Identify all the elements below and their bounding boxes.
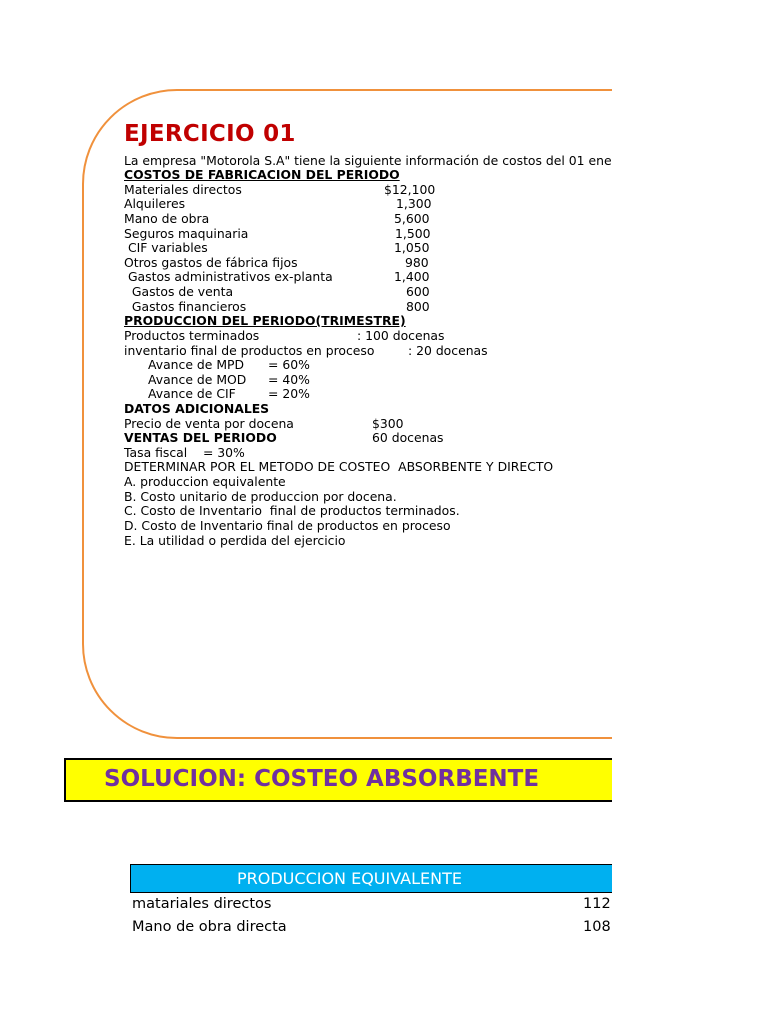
sales-heading: VENTAS DEL PERIODO — [124, 430, 277, 445]
sales-value: 60 docenas — [372, 430, 444, 445]
cost-value: 980 — [405, 255, 429, 270]
production-label: inventario final de productos en proceso — [124, 343, 375, 358]
solution-banner — [64, 758, 612, 802]
table-header-label: PRODUCCION EQUIVALENTE — [237, 869, 462, 888]
production-value: : 100 docenas — [357, 328, 445, 343]
progress-label: Avance de MPD — [148, 357, 245, 372]
progress-label: Avance de CIF — [148, 386, 236, 401]
cost-value: 1,300 — [396, 196, 432, 211]
price-label: Precio de venta por docena — [124, 416, 294, 431]
question-item: C. Costo de Inventario final de productos terminados. — [124, 503, 460, 518]
cost-value: 1,500 — [395, 226, 431, 241]
cost-label: CIF variables — [124, 240, 208, 255]
cost-label: Gastos de venta — [124, 284, 234, 299]
question-item: D. Costo de Inventario final de productos en proceso — [124, 518, 451, 533]
cost-value: 800 — [406, 299, 430, 314]
cost-label: Gastos financieros — [124, 299, 247, 314]
additional-heading: DATOS ADICIONALES — [124, 401, 270, 416]
cost-value: 1,400 — [394, 269, 430, 284]
progress-value: = 60% — [268, 357, 310, 372]
production-label: Productos terminados — [124, 328, 260, 343]
production-value: : 20 docenas — [408, 343, 488, 358]
cost-label: Otros gastos de fábrica fijos — [124, 255, 298, 270]
price-value: $300 — [372, 416, 404, 431]
solution-heading: SOLUCION: COSTEO ABSORBENTE — [104, 766, 540, 792]
cost-label: Gastos administrativos ex-planta — [124, 269, 333, 284]
table-row-value: 112 — [583, 896, 611, 912]
progress-value: = 40% — [268, 372, 310, 387]
question-item: B. Costo unitario de produccion por docena. — [124, 489, 397, 504]
production-heading: PRODUCCION DEL PERIODO(TRIMESTRE) — [124, 313, 406, 328]
table-row-label: Mano de obra directa — [132, 919, 287, 935]
cost-value: $12,100 — [384, 182, 436, 197]
table-row-label: matariales directos — [132, 896, 272, 912]
question-item: E. La utilidad o perdida del ejercicio — [124, 533, 346, 548]
exercise-intro: La empresa "Motorola S.A" tiene la siguiente información de costos del 01 ene — [124, 153, 612, 168]
progress-value: = 20% — [268, 386, 310, 401]
cost-value: 5,600 — [394, 211, 430, 226]
question-item: A. produccion equivalente — [124, 474, 286, 489]
instruction: DETERMINAR POR EL METODO DE COSTEO ABSORBENTE Y DIRECTO — [124, 459, 554, 474]
tax-rate: Tasa fiscal = 30% — [124, 445, 245, 460]
exercise-title: EJERCICIO 01 — [124, 121, 296, 147]
cost-value: 1,050 — [394, 240, 430, 255]
cost-label: Materiales directos — [124, 182, 242, 197]
progress-label: Avance de MOD — [148, 372, 247, 387]
cost-label: Alquileres — [124, 196, 186, 211]
table-row-value: 108 — [583, 919, 611, 935]
cost-label: Seguros maquinaria — [124, 226, 249, 241]
equivalent-production-header — [130, 864, 612, 893]
cost-value: 600 — [406, 284, 430, 299]
cost-label: Mano de obra — [124, 211, 210, 226]
costs-heading: COSTOS DE FABRICACION DEL PERIODO — [124, 167, 400, 182]
